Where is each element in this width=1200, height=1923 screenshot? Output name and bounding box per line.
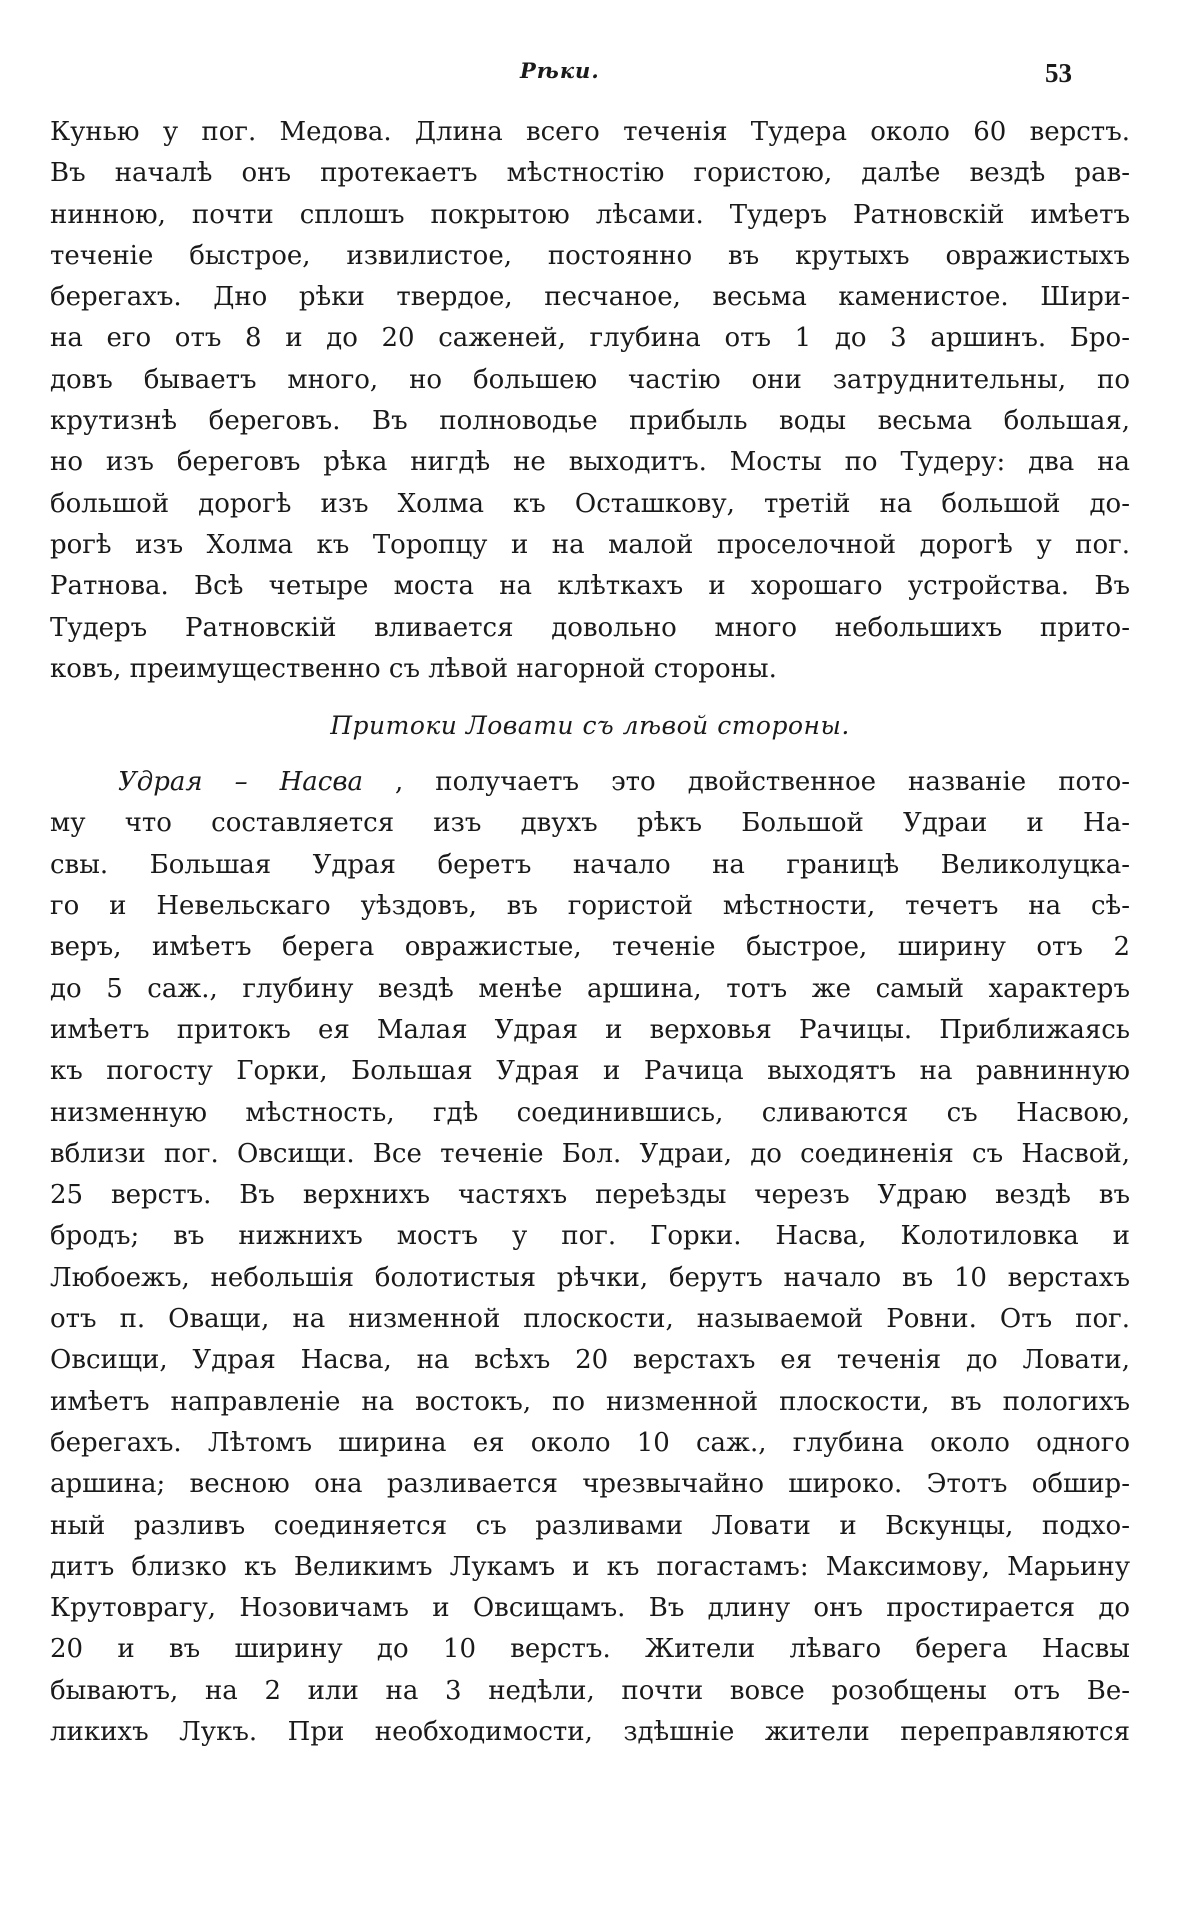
text-block	[50, 112, 1130, 1753]
text-line: ликихъ Лукъ. При необходимости, здѣшніе жители переправляются	[50, 1716, 1130, 1747]
text-line: большой дорогѣ изъ Холма къ Осташкову, третій на большой до-	[50, 488, 1130, 519]
text-line: довъ бываетъ много, но большею частію они затруднительны, по	[50, 364, 1130, 395]
page-number: 53	[1045, 58, 1072, 88]
text-line: бродъ; въ нижнихъ мостъ у пог. Горки. Насва, Колотиловка и	[50, 1221, 1130, 1252]
paragraph-tuder	[50, 112, 1130, 690]
text-line: крутизнѣ береговъ. Въ полноводье прибыль воды весьма большая,	[50, 406, 1130, 437]
text-line: низменную мѣстность, гдѣ соединившись, сливаются съ Насвою,	[50, 1097, 1130, 1128]
river-name: Удрая – Насва	[118, 767, 364, 798]
text-line: го и Невельскаго уѣздовъ, въ гористой мѣстности, течетъ на сѣ-	[50, 891, 1130, 922]
text-line: свы. Большая Удрая беретъ начало на границѣ Великолуцка-	[50, 849, 1130, 880]
text-line: но изъ береговъ рѣка нигдѣ не выходитъ. Мосты по Тудеру: два на	[50, 447, 1130, 478]
running-title: Рѣки.	[520, 58, 600, 83]
text-line: Въ началѣ онъ протекаетъ мѣстностію гористою, далѣе вездѣ рав-	[50, 158, 1130, 189]
section-subheading: Притоки Ловати съ лѣвой стороны.	[330, 711, 850, 741]
text-line: къ погосту Горки, Большая Удрая и Рачица выходятъ на равнинную	[50, 1056, 1130, 1087]
text-line: нинною, почти сплошъ покрытою лѣсами. Тудеръ Ратновскій имѣетъ	[50, 199, 1130, 230]
text-line: Любоежъ, небольшія болотистыя рѣчки, берутъ начало въ 10 верстахъ	[50, 1262, 1130, 1293]
text-line: бываютъ, на 2 или на 3 недѣли, почти вовсе розобщены отъ Ве-	[50, 1675, 1130, 1706]
text-line: отъ п. Оващи, на низменной плоскости, называемой Ровни. Отъ пог.	[50, 1304, 1130, 1335]
text-line: Тудеръ Ратновскій вливается довольно много небольшихъ прито-	[50, 612, 1130, 643]
text-line: Овсищи, Удрая Насва, на всѣхъ 20 верстахъ ея теченія до Ловати,	[50, 1345, 1130, 1376]
first-line-text: , получаетъ это двойственное названіе пото-	[395, 767, 1130, 798]
text-line: до 5 саж., глубину вездѣ менѣе аршина, тотъ же самый характеръ	[50, 973, 1130, 1004]
running-head	[0, 58, 1200, 94]
text-line: Ратнова. Всѣ четыре моста на клѣткахъ и хорошаго устройства. Въ	[50, 571, 1130, 602]
text-line: дитъ близко къ Великимъ Лукамъ и къ погастамъ: Максимову, Марьину	[50, 1551, 1130, 1582]
text-line: берегахъ. Дно рѣки твердое, песчаное, весьма каменистое. Шири-	[50, 282, 1130, 313]
text-line: Кунью у пог. Медова. Длина всего теченія Тудера около 60 верстъ.	[50, 117, 1130, 147]
text-line: рогѣ изъ Холма къ Торопцу и на малой проселочной дорогѣ у пог.	[50, 529, 1130, 560]
text-line: ный разливъ соединяется съ разливами Ловати и Вскунцы, подхо-	[50, 1510, 1130, 1541]
text-line: аршина; весною она разливается чрезвычайно широко. Этотъ обшир-	[50, 1469, 1130, 1500]
text-line: имѣетъ притокъ ея Малая Удрая и верховья Рачицы. Приближаясь	[50, 1014, 1130, 1045]
text-line: ковъ, преимущественно съ лѣвой нагорной стороны.	[50, 653, 777, 684]
text-line: на его отъ 8 и до 20 саженей, глубина отъ 1 до 3 аршинъ. Бро-	[50, 323, 1130, 354]
text-line-first	[50, 762, 1130, 803]
text-line: Крутоврагу, Нозовичамъ и Овсищамъ. Въ длину онъ простирается до	[50, 1593, 1130, 1624]
text-line: му что составляется изъ двухъ рѣкъ Большой Удраи и На-	[50, 808, 1130, 839]
text-line: берегахъ. Лѣтомъ ширина ея около 10 саж., глубина около одного	[50, 1427, 1130, 1458]
text-line: имѣетъ направленіе на востокъ, по низменной плоскости, въ пологихъ	[50, 1386, 1130, 1417]
paragraph-udraya-nasva	[50, 762, 1130, 1753]
text-line: веръ, имѣетъ берега овражистые, теченіе быстрое, ширину отъ 2	[50, 932, 1130, 963]
text-line: 20 и въ ширину до 10 верстъ. Жители лѣваго берега Насвы	[50, 1634, 1130, 1665]
text-line: 25 верстъ. Въ верхнихъ частяхъ переѣзды черезъ Удраю вездѣ въ	[50, 1180, 1130, 1211]
text-line: теченіе быстрое, извилистое, постоянно въ крутыхъ овражистыхъ	[50, 240, 1130, 271]
text-line: вблизи пог. Овсищи. Все теченіе Бол. Удраи, до соединенія съ Насвой,	[50, 1138, 1130, 1169]
